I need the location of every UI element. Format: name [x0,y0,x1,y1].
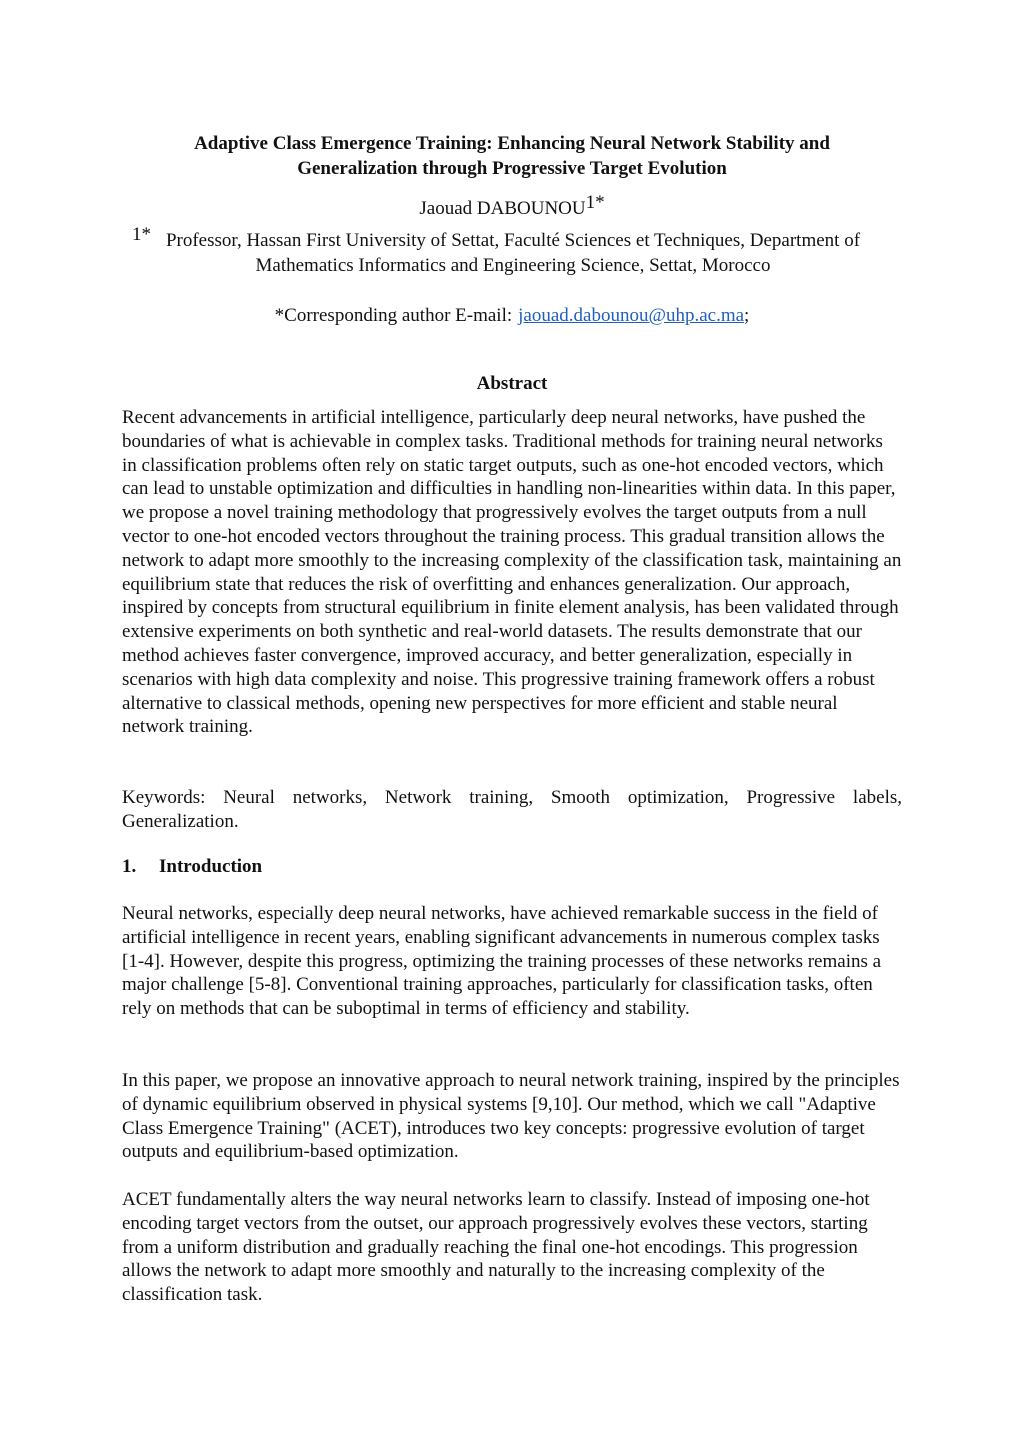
author-email-link[interactable]: jaouad.dabounou@uhp.ac.ma [518,305,745,326]
intro-paragraph-2: In this paper, we propose an innovative approach to neural network training, inspired by the principles of dynamic equilibrium observed in physical systems [9,10]. Our method, which we call "Adaptive Class Emergence Training" (ACET), introduces two key concepts: progressive evolution of target outputs and equilibrium-based optimization. [122,1070,900,1163]
introduction-heading [122,854,262,879]
author-marker: 1* [585,192,605,213]
author-line [0,192,1024,222]
keywords: Keywords: Neural networks, Network training, Smooth optimization, Progressive labels, Generalization. [122,787,902,832]
affiliation [128,228,898,278]
intro-paragraph-3: ACET fundamentally alters the way neural networks learn to classify. Instead of imposing one-hot encoding target vectors from the outset, our approach progressively evolves these vectors, starting from a uniform distribution and gradually reaching the final one-hot encodings. This progression allows the network to adapt more smoothly and naturally to the increasing complexity of the classification task. [122,1189,870,1306]
correspondence-label: *Corresponding author E-mail: [274,305,513,326]
section-number: 1. [122,856,137,877]
affiliation-marker-text: 1* [132,224,151,245]
abstract-heading: Abstract [476,373,548,394]
affiliation-text: Professor, Hassan First University of Settat, Faculté Sciences et Techniques, Department of Mathematics Informatics and Engineering Science, Settat, Morocco [165,230,861,276]
section-title: Introduction [159,856,263,877]
correspondence-suffix: ; [744,305,750,326]
correspondence-line [0,303,1024,328]
intro-paragraph-1: Neural networks, especially deep neural networks, have achieved remarkable success in the field of artificial intelligence in recent years, enabling significant advancements in numerous complex tasks [1-4]. However, despite this progress, optimizing the training processes of these networks remains a major challenge [5-8]. Conventional training approaches, particularly for classification tasks, often rely on methods that can be suboptimal in terms of efficiency and stability. [122,903,882,1020]
abstract-text: Recent advancements in artificial intelligence, particularly deep neural networks, have pushed the boundaries of what is achievable in complex tasks. Traditional methods for training neural networks in classification problems often rely on static target outputs, such as one-hot encoded vectors, which can lead to unstable optimization and difficulties in handling non-linearities within data. In this paper, we propose a novel training methodology that progressively evolves the target outputs from a null vector to one-hot encoded vectors throughout the training process. This gradual transition allows the network to adapt more smoothly to the increasing complexity of the classification task, maintaining an equilibrium state that reduces the risk of overfitting and enhances generalization. Our approach, inspired by concepts from structural equilibrium in finite element analysis, has been validated through extensive experiments on both synthetic and real-world datasets. The results demonstrate that our method achieves faster convergence, improved accuracy, and better generalization, especially in scenarios with high data complexity and noise. This progressive training framework offers a robust alternative to classical methods, opening new perspectives for more efficient and stable neural network training. [122,407,902,738]
author-name: Jaouad DABOUNOU [419,198,586,219]
paper-title: Adaptive Class Emergence Training: Enhancing Neural Network Stability and Generalization through Progressive Target Evolution [194,133,830,179]
